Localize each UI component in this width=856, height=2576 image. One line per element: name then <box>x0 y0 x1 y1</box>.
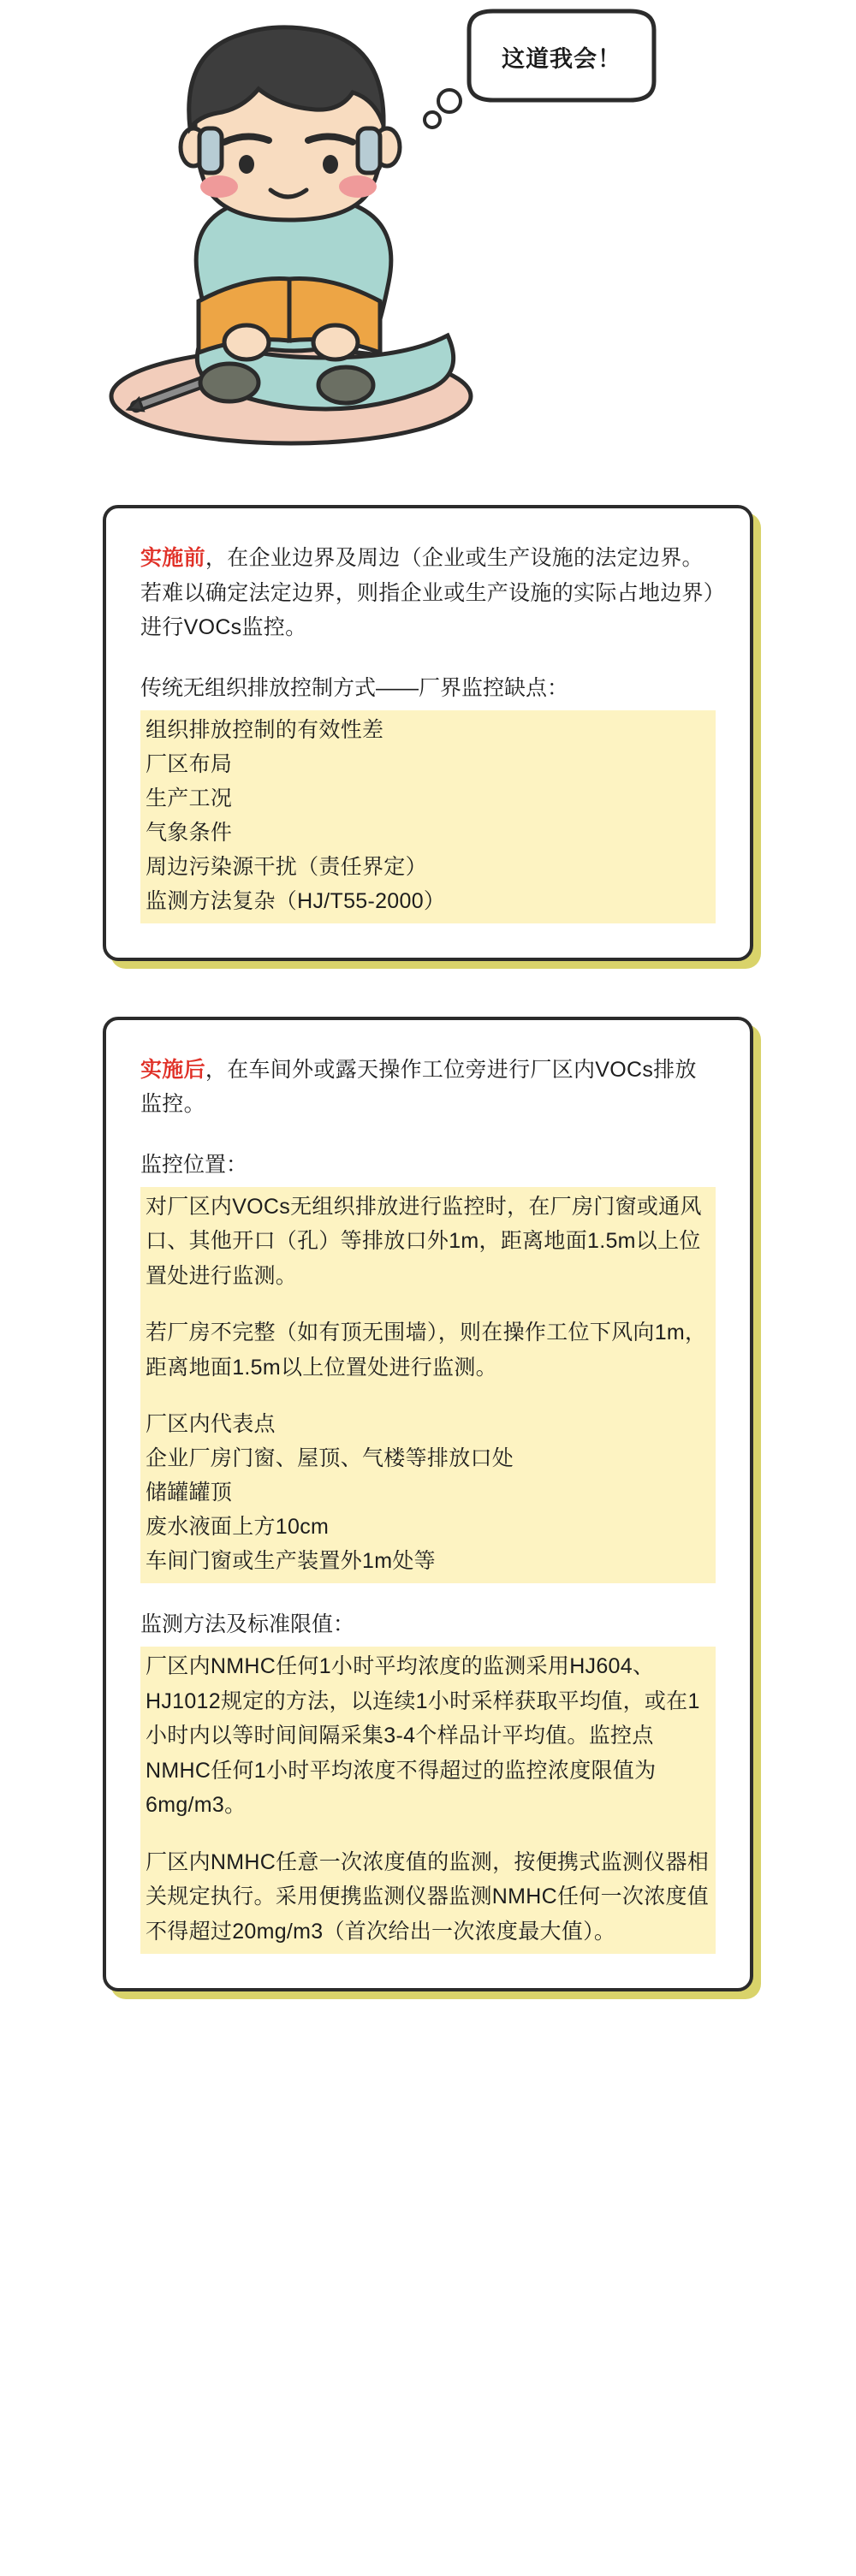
monitoring-method-paragraph: 厂区内NMHC任何1小时平均浓度的监测采用HJ604、HJ1012规定的方法，以连续1小时采样获取平均值，或在1小时内以等时间间隔采集3-4个样品计平均值。监控点NMHC任何1小时平均浓度不得超过的监控浓度限值为6mg/m3。 <box>146 1654 700 1817</box>
before-keyword: 实施前 <box>140 546 205 570</box>
card-before-implementation <box>103 505 753 961</box>
highlight-line: 监测方法复杂（HJ/T55-2000） <box>146 888 446 913</box>
monitoring-location-title: 监控位置： <box>140 1152 248 1177</box>
header-illustration <box>0 0 856 484</box>
before-highlight-block <box>140 710 716 923</box>
highlight-line: 周边污染源干扰（责任界定） <box>146 854 427 879</box>
boy-reading-illustration <box>0 0 856 484</box>
speech-bubble-text: 这道我会！ <box>502 46 621 72</box>
after-intro-paragraph <box>140 1053 716 1122</box>
card-after-implementation <box>103 1017 753 1992</box>
monitoring-location-block <box>140 1187 716 1584</box>
representative-points-title: 厂区内代表点 <box>146 1412 276 1436</box>
highlight-line: 组织排放控制的有效性差 <box>146 717 384 742</box>
before-section-title: 传统无组织排放控制方式——厂界监控缺点： <box>140 675 569 700</box>
after-intro-text: ，在车间外或露天操作工位旁进行厂区内VOCs排放监控。 <box>140 1057 697 1116</box>
representative-point-item: 车间门窗或生产装置外1m处等 <box>146 1549 436 1573</box>
monitoring-method-block <box>140 1647 716 1954</box>
monitoring-location-paragraph: 对厂区内VOCs无组织排放进行监控时，在厂房门窗或通风口、其他开口（孔）等排放口外1m，距离地面1.5m以上位置处进行监测。 <box>146 1194 702 1288</box>
highlight-line: 气象条件 <box>146 820 233 845</box>
before-intro-paragraph <box>140 541 716 645</box>
representative-point-item: 储罐罐顶 <box>146 1481 233 1505</box>
representative-point-item: 废水液面上方10cm <box>146 1515 330 1539</box>
highlight-line: 生产工况 <box>146 786 233 810</box>
monitoring-method-title: 监测方法及标准限值： <box>140 1612 355 1636</box>
after-keyword: 实施后 <box>140 1057 205 1082</box>
monitoring-method-paragraph: 厂区内NMHC任意一次浓度值的监测，按便携式监测仪器相关规定执行。采用便携监测仪器监测NMHC任何一次浓度值不得超过20mg/m3（首次给出一次浓度最大值）。 <box>146 1849 710 1944</box>
before-intro-text: ，在企业边界及周边（企业或生产设施的法定边界。若难以确定法定边界，则指企业或生产设施的实际占地边界）进行VOCs监控。 <box>140 546 715 639</box>
monitoring-location-paragraph: 若厂房不完整（如有顶无围墙），则在操作工位下风向1m，距离地面1.5m以上位置处进行监测。 <box>146 1321 707 1380</box>
highlight-line: 厂区布局 <box>146 751 233 776</box>
representative-point-item: 企业厂房门窗、屋顶、气楼等排放口处 <box>146 1446 514 1470</box>
